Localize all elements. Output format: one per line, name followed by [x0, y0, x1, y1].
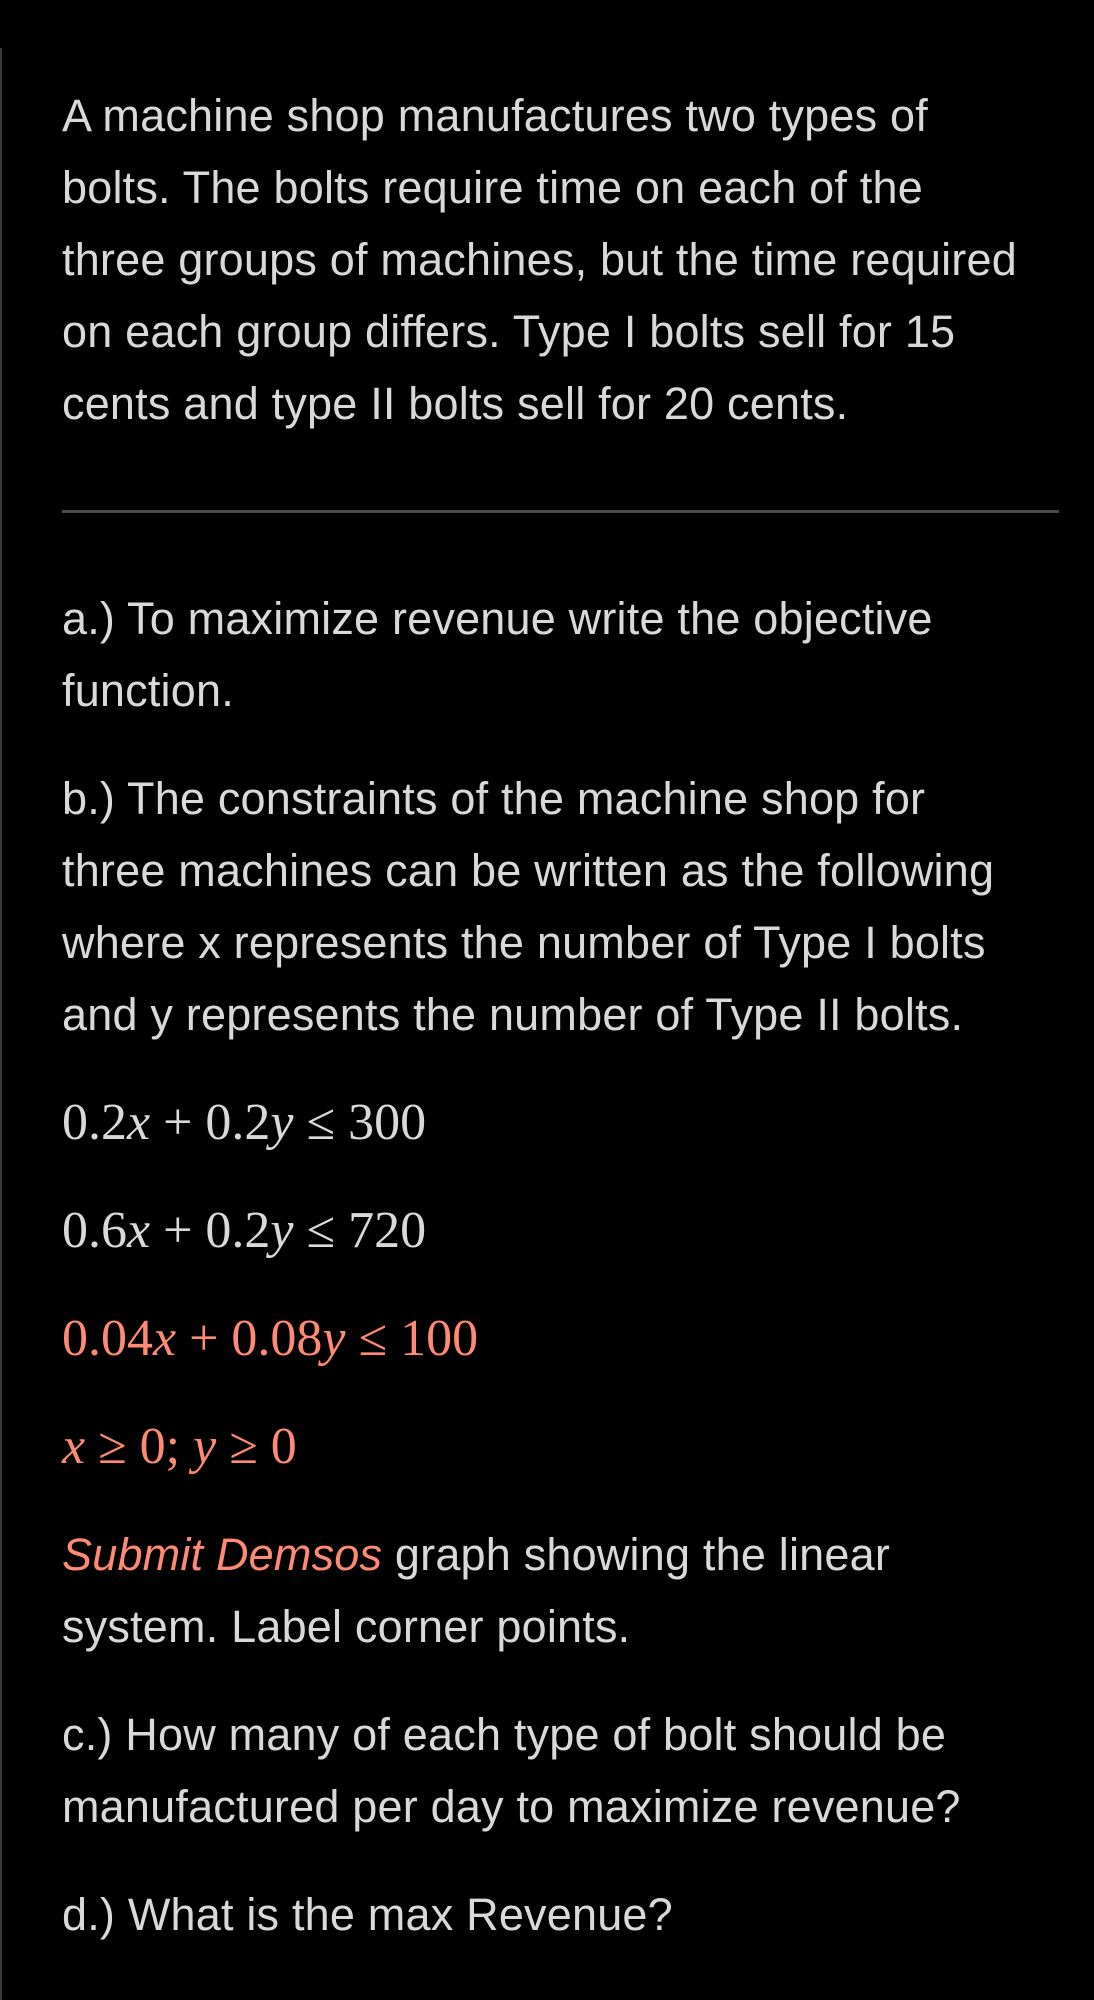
- submit-line: [62, 1519, 1062, 1591]
- relation: ≤: [306, 1202, 336, 1259]
- part-a: [62, 583, 1062, 727]
- part-b: [62, 763, 1062, 1051]
- intro-line: cents and type II bolts sell for 20 cents.: [62, 378, 849, 429]
- constraint-3: 0.04x + 0.08y ≤ 100: [62, 1310, 479, 1367]
- part-b-line: and y represents the number of Type II bolts.: [62, 989, 964, 1040]
- coef-y: 0.08: [231, 1310, 323, 1367]
- intro-line: on each group differs. Type I bolts sell for 15: [62, 306, 956, 357]
- intro-line: A machine shop manufactures two types of: [62, 90, 928, 141]
- problem-content: [62, 80, 1062, 1951]
- relation: ≥: [98, 1418, 127, 1475]
- part-d: [62, 1879, 1062, 1951]
- part-a-line: function.: [62, 665, 234, 716]
- part-b-line: b.) The constraints of the machine shop for: [62, 773, 926, 824]
- relation: ≥: [229, 1418, 258, 1475]
- submit-label: Submit Demsos: [62, 1529, 383, 1580]
- intro-line: bolts. The bolts require time on each of the: [62, 162, 923, 213]
- nonnegativity-constraint: x ≥ 0; y ≥ 0: [62, 1418, 297, 1475]
- constraint-1: 0.2x + 0.2y ≤ 300: [62, 1094, 427, 1151]
- submit-line: system. Label corner points.: [62, 1601, 631, 1652]
- rhs: 300: [348, 1094, 427, 1151]
- coef-y: 0.2: [205, 1202, 271, 1259]
- rhs: 0: [270, 1418, 297, 1475]
- left-border-rule: [0, 48, 2, 2000]
- coef-x: 0.6: [62, 1202, 127, 1259]
- part-a-line: a.) To maximize revenue write the objective: [62, 593, 933, 644]
- section-divider: [62, 510, 1059, 513]
- part-c: [62, 1699, 1062, 1843]
- relation: ≤: [306, 1094, 336, 1151]
- rhs: 720: [348, 1202, 427, 1259]
- coef-x: 0.04: [62, 1310, 153, 1367]
- problem-intro: [62, 80, 1062, 440]
- separator: ;: [165, 1418, 181, 1475]
- part-d-line: d.) What is the max Revenue?: [62, 1889, 673, 1940]
- rhs: 100: [400, 1310, 479, 1367]
- constraint-2: 0.6x + 0.2y ≤ 720: [62, 1202, 427, 1259]
- submit-instructions: [62, 1519, 1062, 1663]
- part-b-line: where x represents the number of Type I bolts: [62, 917, 986, 968]
- rhs: 0: [139, 1418, 166, 1475]
- part-c-line: manufactured per day to maximize revenue?: [62, 1781, 961, 1832]
- relation: ≤: [358, 1310, 388, 1367]
- intro-line: three groups of machines, but the time required: [62, 234, 1017, 285]
- coef-y: 0.2: [205, 1094, 271, 1151]
- coef-x: 0.2: [62, 1094, 127, 1151]
- submit-text: graph showing the linear: [382, 1529, 891, 1580]
- part-b-line: three machines can be written as the following: [62, 845, 995, 896]
- part-c-line: c.) How many of each type of bolt should be: [62, 1709, 947, 1760]
